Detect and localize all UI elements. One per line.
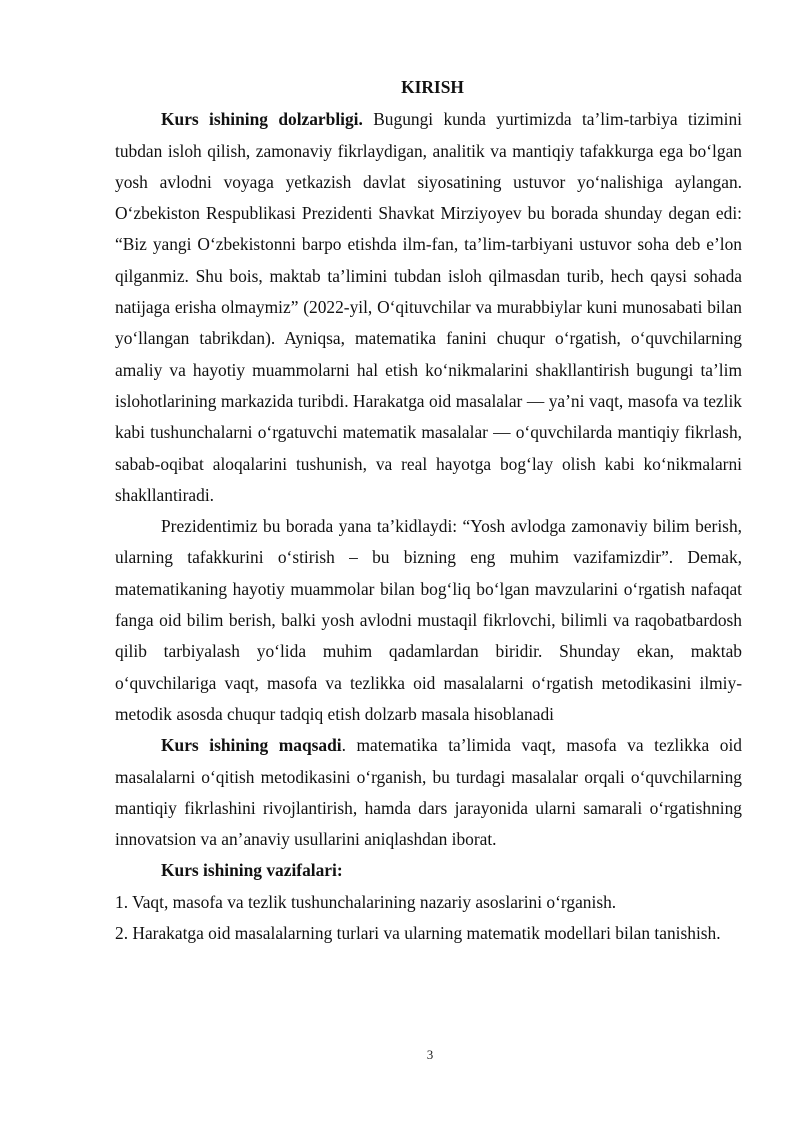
paragraph-relevance <box>115 104 742 511</box>
paragraph-body-relevance: Bugungi kunda yurtimizda ta’lim-tarbiya tizimini tubdan isloh qilish, zamonaviy fikrlaydigan, analitik va mantiqiy tafakkurga ega bo‘lgan yosh avlodni voyaga yetkazish davlat siyosatining ustuvor yo‘nalishiga aylangan. O‘zbekiston Respublikasi Prezidenti Shavkat Mirziyoyev bu borada shunday degan edi: “Biz yangi O‘zbekistonni barpo etishda ilm-fan, ta’lim-tarbiyani ustuvor soha deb e’lon qilganmiz. Shu bois, maktab ta’limini tubdan isloh qilmasdan turib, hech qaysi sohada natijaga erisha olmaymiz” (2022-yil, O‘qituvchilar va murabbiylar kuni munosabati bilan yo‘llangan tabrikdan). Ayniqsa, matematika fanini chuqur o‘rgatish, o‘quvchilarning amaliy va hayotiy muammolarni hal etish ko‘nikmalarini shakllantirish bugungi ta’lim islohotlarining markazida turibdi. Harakatga oid masalalar — ya’ni vaqt, masofa va tezlik kabi tushunchalarni o‘rgatuvchi matematik masalalar — o‘quvchilarda mantiqiy fikrlash, sabab-oqibat aloqalarini tushunish, va real hayotga bog‘lay olish kabi ko‘nikmalarni shakllantiradi. <box>115 109 742 505</box>
document-page <box>115 72 742 949</box>
paragraph-lead-goal: Kurs ishining maqsadi <box>161 735 342 756</box>
section-title: KIRISH <box>401 77 464 97</box>
paragraph-lead-relevance: Kurs ishining dolzarbligi. <box>161 109 363 130</box>
page-number: 3 <box>426 1047 434 1062</box>
task-item-2: 2. Harakatga oid masalalarning turlari va ularning matematik modellari bilan tanishish. <box>115 923 721 944</box>
paragraph-body-goal: . matematika ta’limida vaqt, masofa va tezlikka oid masalalarni o‘qitish metodikasini o‘rganish, bu turdagi masalalar orqali o‘quvchilarning mantiqiy fikrlashini rivojlantirish, hamda dars jarayonida ularni samarali o‘rgatishning innovatsion va an’anaviy usullarini aniqlashdan iborat. <box>115 735 742 850</box>
task-item-1: 1. Vaqt, masofa va tezlik tushunchalarining nazariy asoslarini o‘rganish. <box>115 891 617 912</box>
tasks-heading: Kurs ishining vazifalari: <box>161 860 343 881</box>
paragraph-goal <box>115 730 742 855</box>
paragraph-president-quote: Prezidentimiz bu borada yana ta’kidlaydi: “Yosh avlodga zamonaviy bilim berish, ularning tafakkurini o‘stirish – bu bizning eng muhim vazifamizdir”. Demak, matematikaning hayotiy muammolar bilan bog‘liq bo‘lgan mavzularini o‘rgatish nafaqat fanga oid bilim berish, balki yosh avlodni mustaqil fikrlovchi, bilimli va raqobatbardosh qilib tarbiyalash yo‘lida muhim qadamlardan biridir. Shunday ekan, maktab o‘quvchilariga vaqt, masofa va tezlikka oid masalalarni o‘rgatish metodikasini ilmiy-metodik asosda chuqur tadqiq etish dolzarb masala hisoblanadi <box>115 516 742 724</box>
